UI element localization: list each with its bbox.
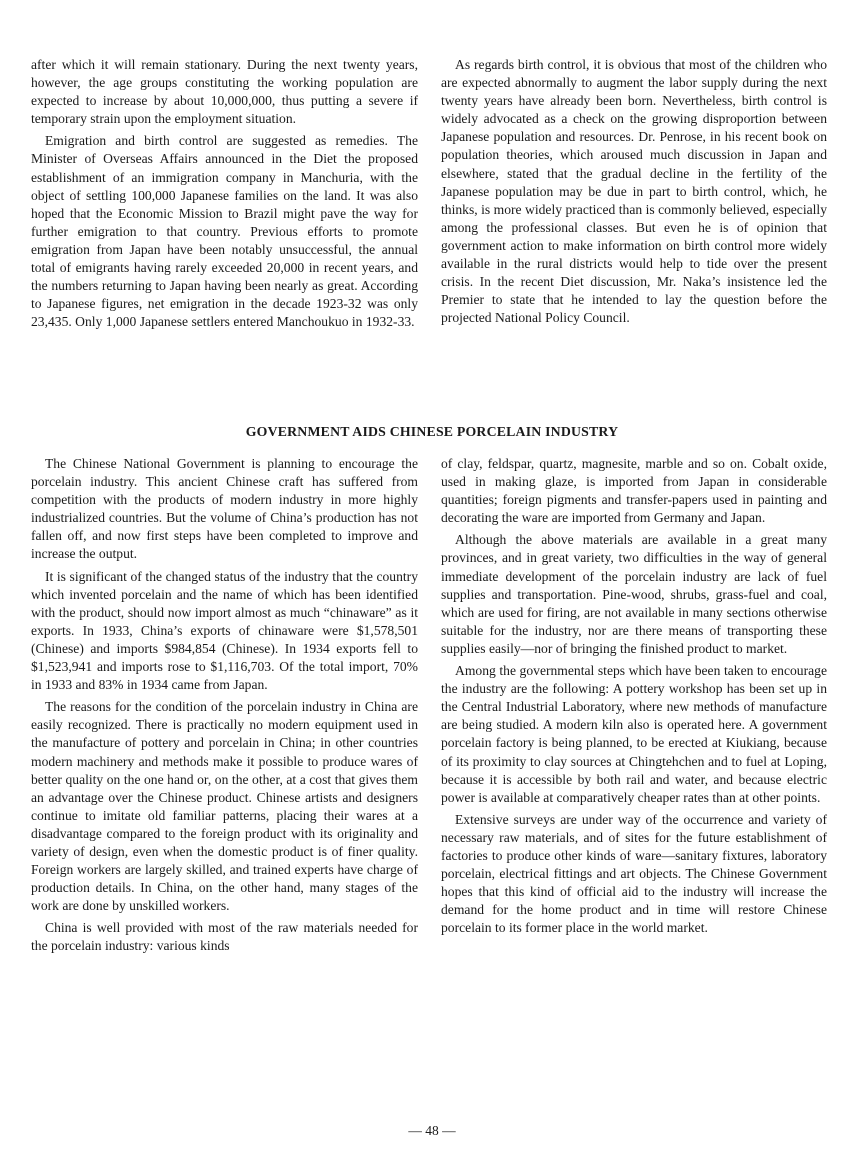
paragraph: As regards birth control, it is obvious that most of the children who are expected abnormally to augment the labor supply during the next twenty years have already been born. Nevertheless, birth control is widely advocated as a check on the growing disproportion between Japanese population and resources. Dr. Penrose, in his recent book on population theories, which aroused much discussion in Japan and elsewhere, stated that the gradual decline in the fertility of the Japanese population may be due in part to birth control, which, he thinks, is more widely practiced than is commonly believed, especially among the professional classes. But even he is of opinion that government action to make information on birth control more widely available in the rural districts would help to tide over the present crisis. In the recent Diet discussion, Mr. Naka’s insistence led the Premier to state that he intended to lay the question before the projected National Policy Council. — [441, 57, 827, 326]
paragraph: The reasons for the condition of the porcelain industry in China are easily recognized. There is practically no modern equipment used in the manufacture of pottery and porcelain in China; in other countries modern machinery and methods make it possible to produce wares of better quality on the one hand or, on the other, at a cost that gives them an advantage over the Chinese product. Chinese artists and designers continue to imitate old familiar patterns, placing their wares at a disadvantage compared to the foreign product with its originality and variety of design, even when the domestic product is of finer quality. Foreign workers are largely skilled, and trained experts have charge of production details. In China, on the other hand, many stages of the work are done by unskilled workers. — [31, 699, 418, 914]
paragraph: after which it will remain stationary. During the next twenty years, however, the age groups constituting the working population are expected to increase by about 10,000,000, thus putting a severe if temporary strain upon the employment situation. — [31, 57, 418, 127]
paragraph: Extensive surveys are under way of the occurrence and variety of necessary raw materials, and of sites for the future establishment of factories to produce other kinds of ware—sanitary fixtures, laboratory porcelain, electrical fittings and art objects. The Chinese Government hopes that this kind of official aid to the industry will increase the demand for the home product and in time will restore Chinese porcelain to its former place in the world market. — [441, 811, 827, 936]
paragraph: of clay, feldspar, quartz, magnesite, marble and so on. Cobalt oxide, used in making glaze, is imported from Japan in considerable quantities; foreign pigments and transfer-papers used in painting and decorating the ware are imported from Germany and Japan. — [441, 456, 827, 526]
bottom-right-column — [441, 455, 827, 937]
paragraph: Among the governmental steps which have been taken to encourage the industry are the following: A pottery workshop has been set up in the Central Industrial Laboratory, where new methods of manufacture are being studied. A modern kiln also is operated here. A government porcelain factory is being planned, to be erected at Kiukiang, because of its proximity to clay sources at Chingtehchen and to fuel at Loping, because it is accessible by both rail and water, and because electric power is available at comparatively cheaper rates than at other points. — [441, 663, 827, 805]
bottom-left-column — [31, 455, 418, 956]
page-number: — 48 — — [408, 1123, 456, 1138]
paragraph: China is well provided with most of the raw materials needed for the porcelain industry: various kinds — [31, 920, 418, 954]
paragraph: Emigration and birth control are suggested as remedies. The Minister of Overseas Affairs announced in the Diet the proposed establishment of an immigration company in Manchuria, with the object of settling 100,000 Japanese families on the land. It was also hoped that the Economic Mission to Brazil might pave the way for further emigration to that country. Previous efforts to promote emigration from Japan have been notably unsuccessful, the annual total of emigrants having rarely exceeded 20,000 in recent years, and the numbers returning to Japan having been nearly as great. According to Japanese figures, net emigration in the decade 1923-32 was only 23,435. Only 1,000 Japanese settlers entered Manchoukuo in 1932-33. — [31, 133, 418, 330]
paragraph: Although the above materials are available in a great many provinces, and in great variety, two difficulties in the way of general immediate development of the porcelain industry are lack of fuel supplies and transportation. Pine-wood, shrubs, grass-fuel and coal, which are used for firing, are not available in many sections otherwise suitable for the industry, nor are there means of transporting these supplies easily—nor of bringing the finished product to market. — [441, 532, 827, 656]
top-right-column — [441, 56, 827, 327]
top-left-column — [31, 56, 418, 331]
article-title: GOVERNMENT AIDS CHINESE PORCELAIN INDUSTRY — [245, 424, 619, 439]
paragraph: It is significant of the changed status of the industry that the country which invented porcelain and the name of which has been identified with the product, should now import almost as much “chinaware” as it exports. In 1933, China’s exports of chinaware were $1,578,501 (Chinese) and imports $984,854 (Chinese). In 1934 exports fell to $1,523,941 and imports rose to $1,116,703. Of the total import, 70% in 1933 and 83% in 1934 came from Japan. — [31, 568, 418, 693]
paragraph: The Chinese National Government is planning to encourage the porcelain industry. This ancient Chinese craft has suffered from competition with the products of modern industry in more highly industrialized countries. But the volume of China’s production has not fallen off, and now first steps have been completed to improve and increase the output. — [31, 456, 418, 562]
